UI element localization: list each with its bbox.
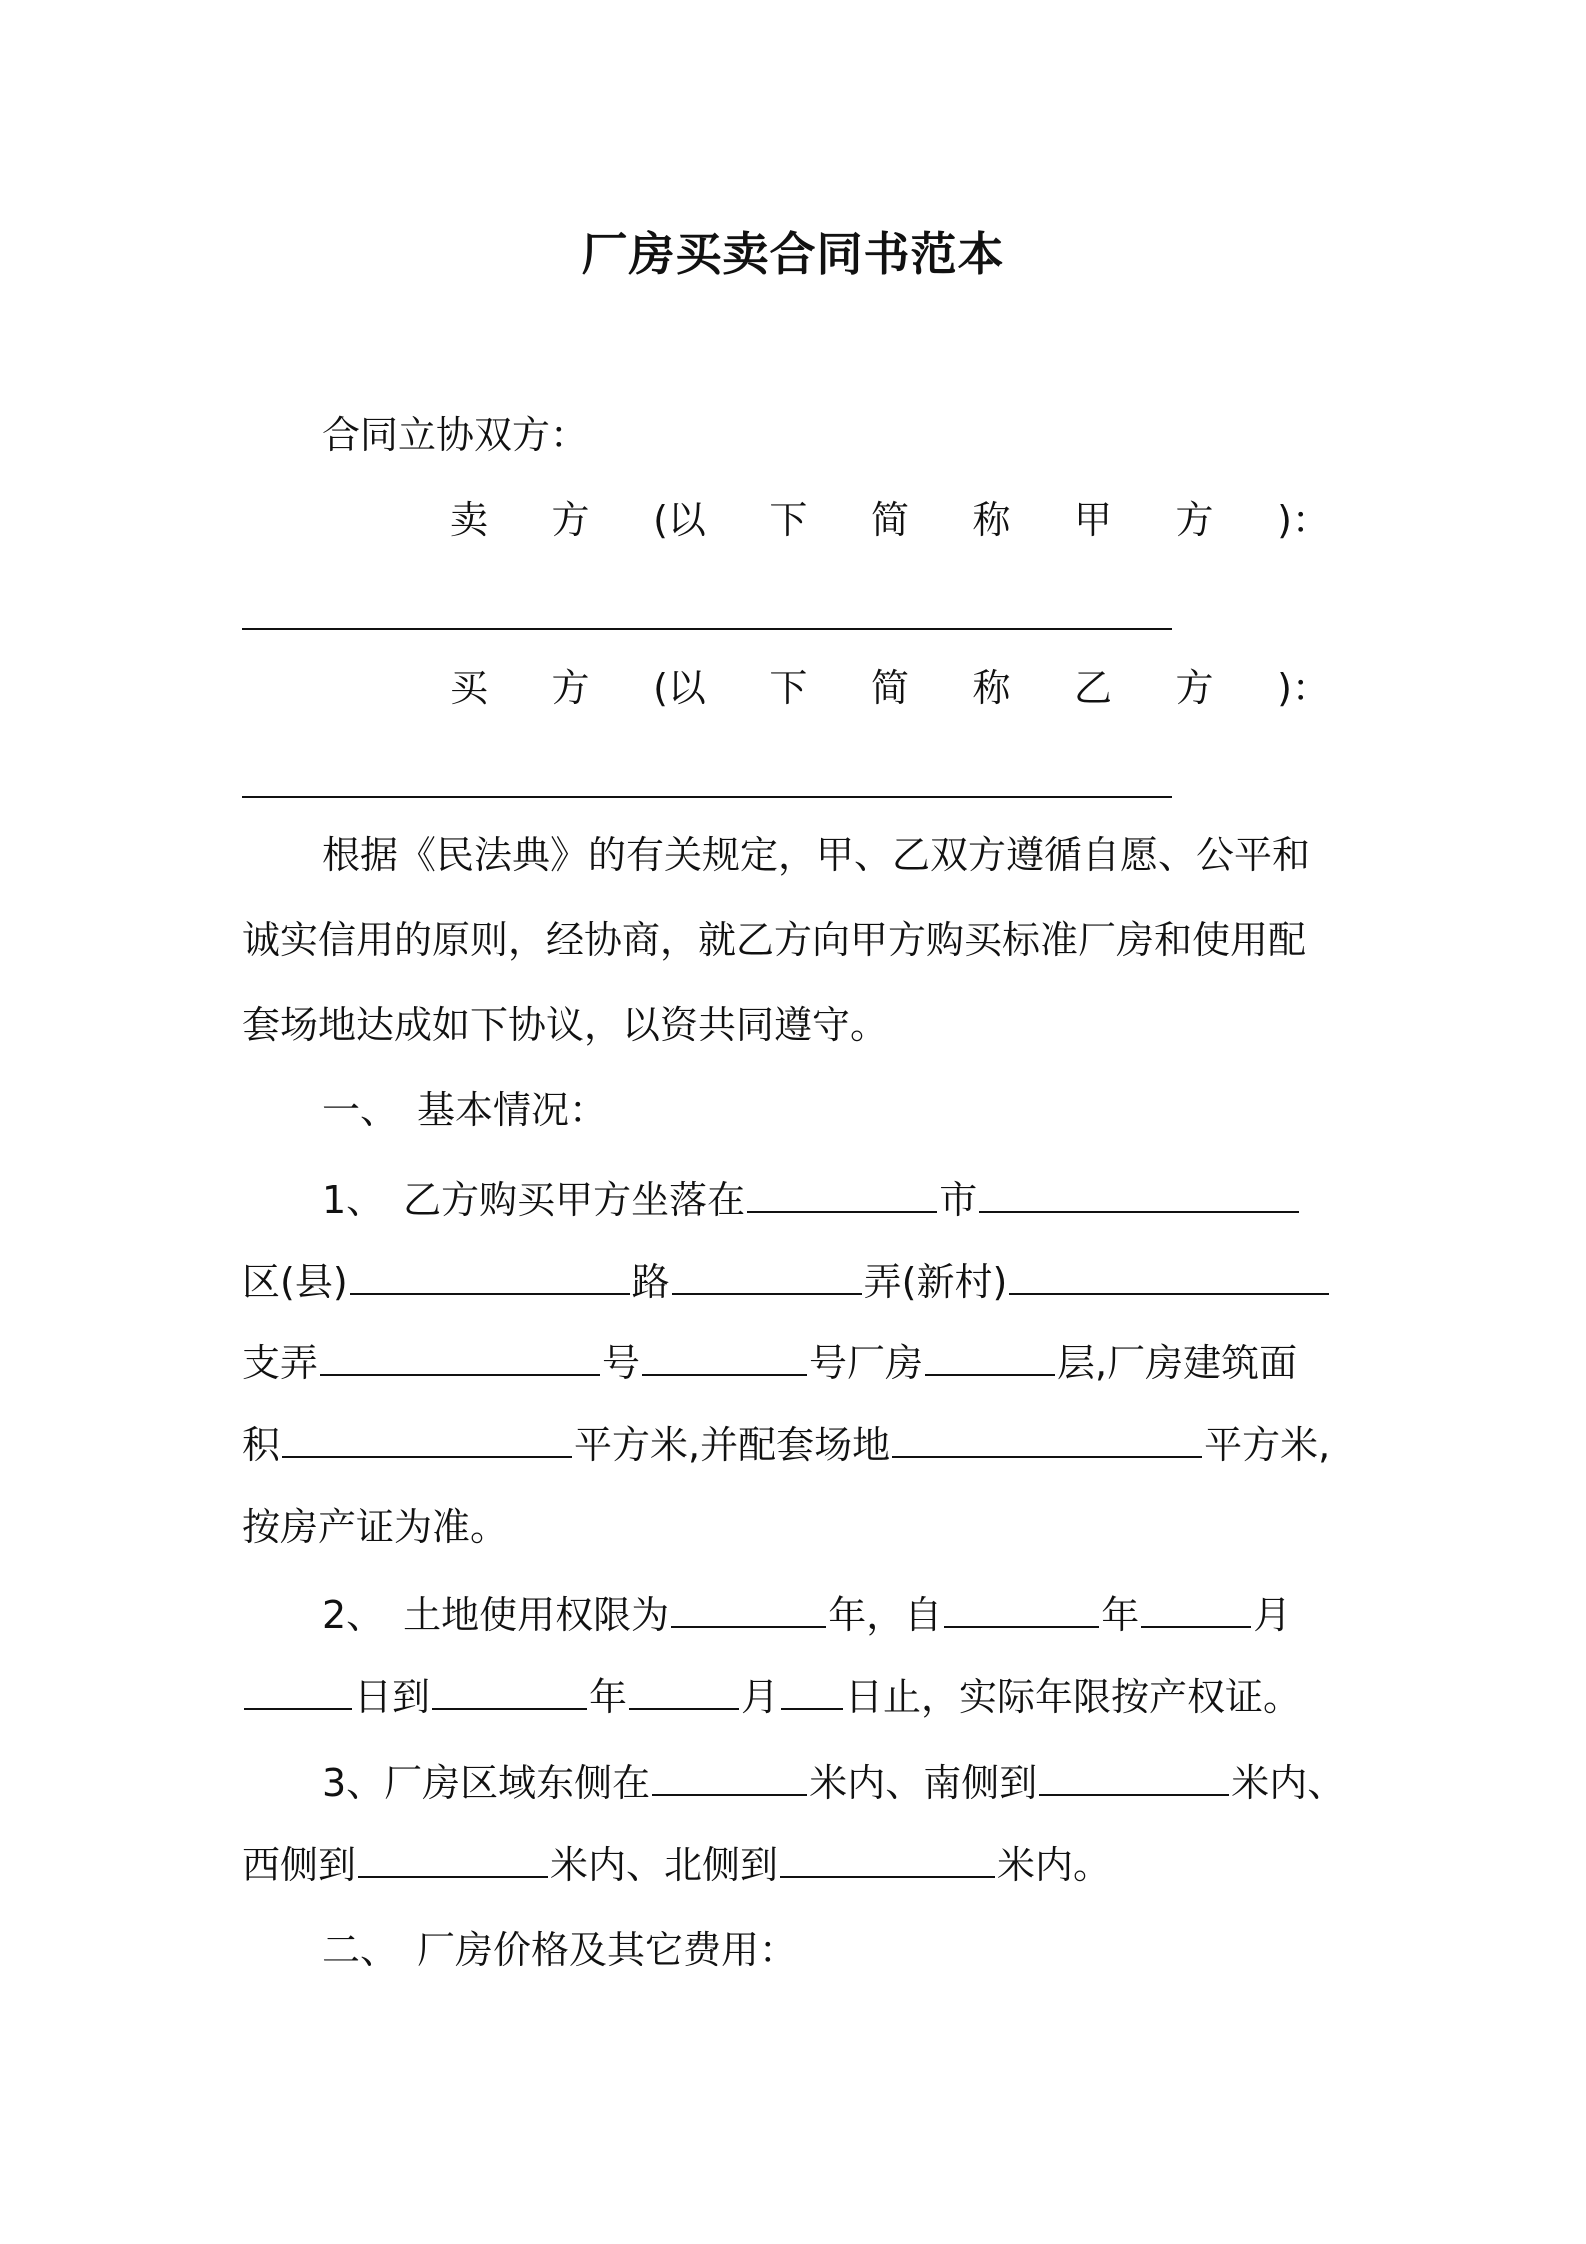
item-3-text: 米内。	[997, 1843, 1112, 1887]
city-blank[interactable]	[747, 1181, 937, 1213]
start-year-blank[interactable]	[944, 1596, 1099, 1628]
district-blank[interactable]	[979, 1181, 1299, 1213]
buyer-text-4: 下	[769, 666, 808, 710]
item-3-text: 米内、	[1231, 1761, 1346, 1805]
number-blank[interactable]	[642, 1344, 807, 1376]
buyer-text-9: )：	[1277, 666, 1330, 710]
item-2-line-1	[322, 1590, 1442, 1640]
buyer-blank-line[interactable]	[242, 796, 1172, 798]
village-blank[interactable]	[1009, 1263, 1329, 1295]
section-2-heading: 二、 厂房价格及其它费用：	[322, 1928, 798, 1972]
item-3-text: 3、厂房区域东侧在	[322, 1761, 651, 1805]
item-1-text: 区(县)	[242, 1260, 348, 1304]
seller-text-9: )：	[1277, 498, 1330, 542]
item-1-text: 路	[631, 1260, 670, 1304]
item-2-text: 日止，实际年限按产权证。	[845, 1675, 1302, 1719]
item-1-line-3	[242, 1338, 1362, 1388]
item-3-line-2	[242, 1840, 1362, 1890]
buyer-text-5: 简	[870, 666, 909, 710]
term-years-blank[interactable]	[671, 1596, 826, 1628]
buyer-text-1: 买	[450, 666, 489, 710]
buyer-text-2: 方	[551, 666, 590, 710]
seller-line	[450, 495, 1330, 545]
seller-text-7: 甲	[1074, 498, 1113, 542]
east-blank[interactable]	[652, 1764, 807, 1796]
county-blank[interactable]	[350, 1263, 630, 1295]
north-blank[interactable]	[780, 1846, 995, 1878]
intro-line-3: 套场地达成如下协议，以资共同遵守。	[242, 1003, 889, 1047]
item-2-text: 年	[1101, 1593, 1140, 1637]
intro-line-2: 诚实信用的原则，经协商，就乙方向甲方购买标准厂房和使用配	[242, 918, 1307, 962]
item-2-text: 年，自	[828, 1593, 943, 1637]
item-3-line-1	[322, 1758, 1442, 1808]
seller-text-2: 方	[551, 498, 590, 542]
intro-line-1: 根据《民法典》的有关规定，甲、乙双方遵循自愿、公平和	[322, 833, 1311, 877]
item-2-text: 日到	[354, 1675, 431, 1719]
item-1-text: 平方米,	[1204, 1423, 1331, 1467]
item-3-text: 西侧到	[242, 1843, 357, 1887]
south-blank[interactable]	[1039, 1764, 1229, 1796]
seller-text-4: 下	[769, 498, 808, 542]
lane-blank[interactable]	[320, 1344, 600, 1376]
parties-heading: 合同立协双方：	[322, 413, 589, 457]
item-1-line-5: 按房产证为准。	[242, 1505, 509, 1549]
item-1-text: 市	[939, 1178, 978, 1222]
item-1-text: 积	[242, 1423, 281, 1467]
end-month-blank[interactable]	[629, 1678, 739, 1710]
end-day-blank[interactable]	[781, 1678, 843, 1710]
buyer-line	[450, 663, 1330, 713]
seller-text-1: 卖	[450, 498, 489, 542]
item-2-text: 月	[741, 1675, 780, 1719]
item-1-text: 1、 乙方购买甲方坐落在	[322, 1178, 746, 1222]
item-1-line-4	[242, 1420, 1362, 1470]
item-1-text: 支弄	[242, 1341, 319, 1385]
item-1-text: 号	[602, 1341, 641, 1385]
item-2-text: 2、 土地使用权限为	[322, 1593, 670, 1637]
building-area-blank[interactable]	[282, 1426, 572, 1458]
item-1-line-2	[242, 1257, 1362, 1307]
seller-blank-line[interactable]	[242, 628, 1172, 630]
seller-text-6: 称	[972, 498, 1011, 542]
seller-text-3: (以	[653, 498, 706, 542]
buyer-text-8: 方	[1175, 666, 1214, 710]
site-area-blank[interactable]	[892, 1426, 1202, 1458]
document-title: 厂房买卖合同书范本	[581, 227, 1005, 281]
road-blank[interactable]	[672, 1263, 862, 1295]
item-1-text: 层,厂房建筑面	[1057, 1341, 1298, 1385]
item-1-text: 弄(新村)	[863, 1260, 1008, 1304]
buyer-text-7: 乙	[1074, 666, 1113, 710]
item-3-text: 米内、北侧到	[550, 1843, 779, 1887]
end-year-blank[interactable]	[432, 1678, 587, 1710]
item-3-text: 米内、南侧到	[809, 1761, 1038, 1805]
item-2-text: 年	[589, 1675, 628, 1719]
west-blank[interactable]	[358, 1846, 548, 1878]
item-2-line-2	[242, 1672, 1362, 1722]
section-1-heading: 一、 基本情况：	[322, 1088, 608, 1132]
floor-blank[interactable]	[925, 1344, 1055, 1376]
item-1-line-1	[322, 1175, 1442, 1225]
start-month-blank[interactable]	[1141, 1596, 1251, 1628]
seller-text-8: 方	[1175, 498, 1214, 542]
buyer-text-3: (以	[653, 666, 706, 710]
item-1-text: 平方米,并配套场地	[574, 1423, 891, 1467]
item-2-text: 月	[1253, 1593, 1292, 1637]
seller-text-5: 简	[870, 498, 909, 542]
item-1-text: 号厂房	[809, 1341, 924, 1385]
start-day-blank[interactable]	[244, 1678, 352, 1710]
buyer-text-6: 称	[972, 666, 1011, 710]
